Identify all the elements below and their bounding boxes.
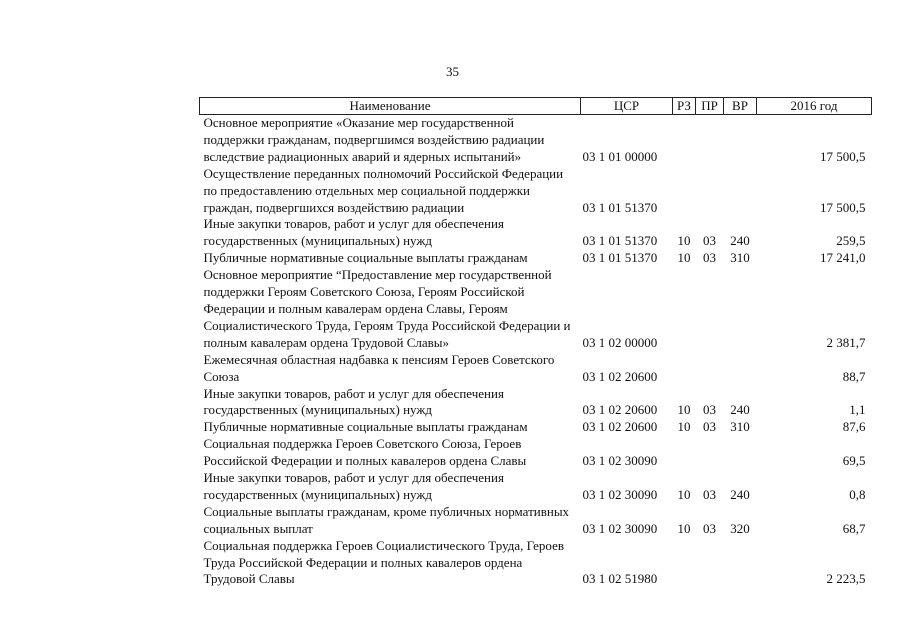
- row-amount: 87,6: [842, 419, 866, 435]
- header-name: Наименование: [200, 98, 581, 115]
- row-rz: [673, 115, 696, 166]
- table-row: [200, 166, 872, 217]
- row-vr: 320: [730, 520, 750, 536]
- row-amount: 17 241,0: [820, 250, 866, 266]
- header-year: 2016 год: [757, 98, 872, 115]
- table-row: [200, 470, 872, 504]
- row-amount: 2 223,5: [826, 571, 866, 587]
- row-rz: [673, 267, 696, 352]
- row-pr: [696, 115, 724, 166]
- row-vr: [724, 166, 757, 217]
- header-vr: ВР: [724, 98, 757, 115]
- row-amount: 17 500,5: [820, 148, 866, 164]
- row-rz: 10: [677, 419, 691, 435]
- table-row: [200, 115, 872, 166]
- row-amount: 69,5: [842, 453, 866, 469]
- row-name: Иные закупки товаров, работ и услуг для обеспечения государственных (муниципальных) нужд: [203, 385, 504, 418]
- row-csr: 03 1 02 30090: [582, 520, 658, 536]
- row-vr: 310: [730, 419, 750, 435]
- row-csr: 03 1 02 30090: [582, 486, 658, 502]
- row-amount: 1,1: [849, 402, 866, 418]
- row-csr: 03 1 02 20600: [582, 402, 658, 418]
- row-csr: 03 1 02 20600: [582, 419, 658, 435]
- row-pr: 03: [703, 402, 716, 418]
- row-rz: 10: [677, 520, 691, 536]
- row-pr: 03: [703, 419, 716, 435]
- row-pr: 03: [703, 486, 716, 502]
- row-name: Иные закупки товаров, работ и услуг для обеспечения государственных (муниципальных) нужд: [203, 470, 504, 502]
- row-rz: 10: [677, 250, 691, 266]
- row-name: Основное мероприятие «Оказание мер государственной поддержки гражданам, подвергшимся воздействию радиации вследствие радиационных аварий и ядерных испытаний»: [203, 115, 545, 164]
- row-rz: [673, 538, 696, 589]
- table-row: [200, 267, 872, 352]
- row-pr: [696, 538, 724, 589]
- header-pr: ПР: [696, 98, 724, 115]
- row-csr: 03 1 01 51370: [582, 250, 658, 266]
- row-vr: [724, 352, 757, 386]
- row-name: Основное мероприятие “Предоставление мер государственной поддержки Героям Советского Союза, Героям Российской Федерации и полным кавалерам ордена Славы, Героям Социалистического Труда, Героям Труда Российской Федерации и полным кавалерам ордена Трудовой Славы»: [203, 267, 571, 350]
- row-pr: 03: [703, 250, 716, 266]
- row-csr: 03 1 02 51980: [582, 571, 658, 587]
- row-name: Публичные нормативные социальные выплаты гражданам: [203, 250, 528, 266]
- row-vr: 240: [730, 486, 750, 502]
- table-row: [200, 216, 872, 250]
- row-csr: 03 1 02 30090: [582, 453, 658, 469]
- row-pr: [696, 267, 724, 352]
- row-csr: 03 1 01 51370: [582, 233, 658, 249]
- row-amount: 88,7: [842, 368, 866, 384]
- row-rz: 10: [677, 233, 691, 249]
- table-header-row: [200, 98, 872, 115]
- header-csr: ЦСР: [581, 98, 673, 115]
- table-row: [200, 419, 872, 436]
- row-name: Публичные нормативные социальные выплаты гражданам: [203, 419, 528, 435]
- row-rz: 10: [677, 486, 691, 502]
- row-vr: 240: [730, 402, 750, 418]
- row-vr: [724, 436, 757, 470]
- row-rz: [673, 352, 696, 386]
- page-number: 35: [446, 64, 459, 79]
- row-name: Иные закупки товаров, работ и услуг для обеспечения государственных (муниципальных) нужд: [203, 216, 504, 249]
- row-amount: 0,8: [849, 486, 866, 502]
- row-amount: 17 500,5: [820, 199, 866, 215]
- row-csr: 03 1 02 20600: [582, 368, 658, 384]
- row-vr: [724, 538, 757, 589]
- row-amount: 68,7: [842, 520, 866, 536]
- budget-table: [199, 97, 872, 588]
- row-name: Социальные выплаты гражданам, кроме публичных нормативных социальных выплат: [203, 503, 570, 536]
- table-row: [200, 250, 872, 267]
- row-vr: [724, 115, 757, 166]
- row-vr: [724, 267, 757, 352]
- row-name: Социальная поддержка Героев Социалистического Труда, Героев Труда Российской Федерации и полных кавалеров ордена Трудовой Славы: [203, 537, 564, 587]
- row-name: Социальная поддержка Героев Советского Союза, Героев Российской Федерации и полных кавалеров ордена Славы: [203, 436, 527, 469]
- table-row: [200, 386, 872, 420]
- row-pr: [696, 166, 724, 217]
- row-csr: 03 1 02 00000: [582, 334, 658, 350]
- row-pr: 03: [703, 233, 716, 249]
- header-rz: РЗ: [673, 98, 696, 115]
- table-row: [200, 436, 872, 470]
- row-pr: [696, 436, 724, 470]
- row-csr: 03 1 01 00000: [582, 148, 658, 164]
- table-row: [200, 538, 872, 589]
- table-row: [200, 504, 872, 538]
- row-rz: 10: [677, 402, 691, 418]
- row-vr: 240: [730, 233, 750, 249]
- row-amount: 259,5: [836, 233, 866, 249]
- row-name: Осуществление переданных полномочий Российской Федерации по предоставлению отдельных мер социальной поддержки граждан, подвергшихся воздействию радиации: [203, 165, 564, 215]
- row-csr: 03 1 01 51370: [582, 199, 658, 215]
- row-rz: [673, 166, 696, 217]
- row-pr: 03: [703, 520, 716, 536]
- row-amount: 2 381,7: [826, 334, 866, 350]
- row-pr: [696, 352, 724, 386]
- row-vr: 310: [730, 250, 750, 266]
- table-row: [200, 352, 872, 386]
- row-rz: [673, 436, 696, 470]
- row-name: Ежемесячная областная надбавка к пенсиям Героев Советского Союза: [203, 351, 555, 384]
